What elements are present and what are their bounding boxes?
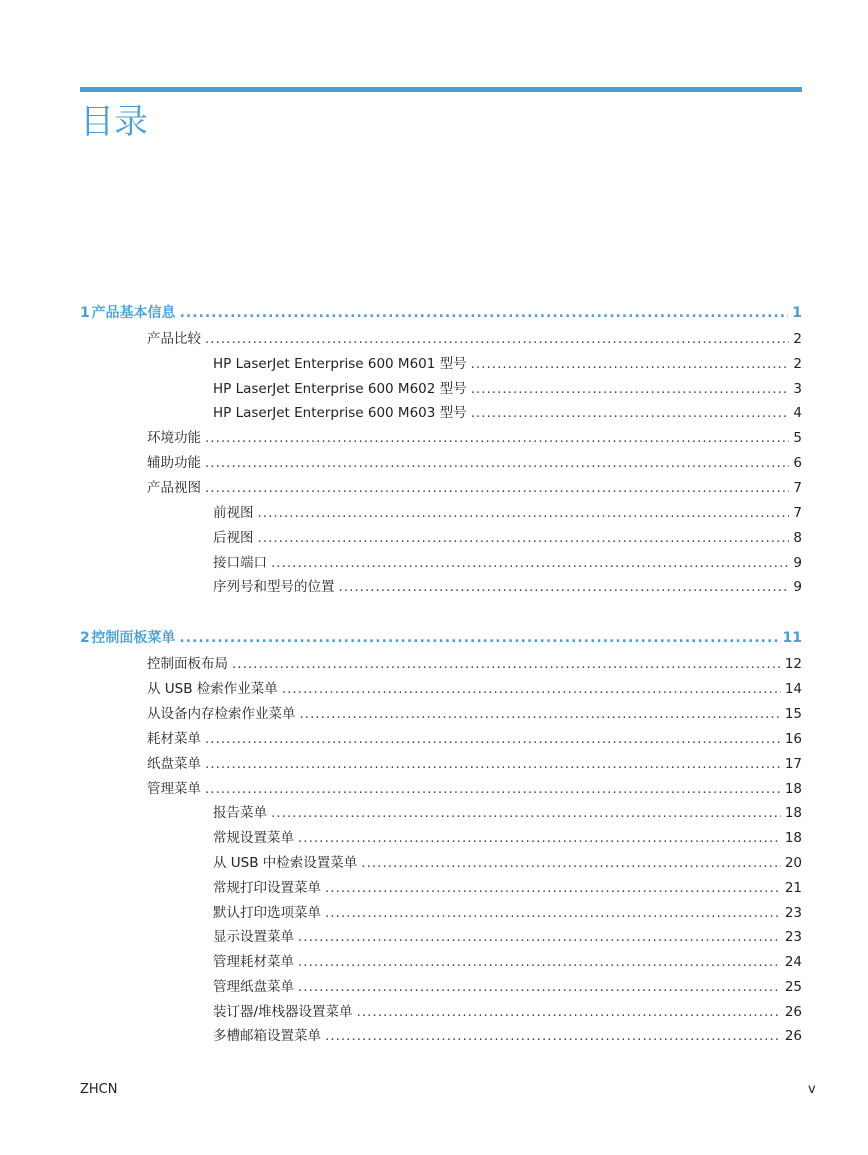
toc-entry[interactable] [147,479,802,497]
toc-dot-leader [205,730,781,748]
toc-dot-leader [205,429,789,447]
toc-page-number: 6 [793,455,802,471]
toc-dot-leader [471,380,790,398]
toc-entry-label: 产品视图 [147,480,201,496]
toc-page-number: 17 [784,756,802,772]
toc-page-number: 16 [784,731,802,747]
toc-entry-label: 显示设置菜单 [213,929,294,945]
toc-entry-label: 纸盘菜单 [147,756,201,772]
toc-dot-leader [300,705,781,723]
toc-page-number: 23 [784,929,802,945]
toc-page-number: 4 [793,405,802,421]
toc-dot-leader [205,330,789,348]
toc-dot-leader [298,928,781,946]
toc-dot-leader [180,304,789,322]
toc-entry[interactable] [213,1003,802,1021]
toc-page-number: 11 [782,630,802,646]
toc-entry[interactable] [147,755,802,773]
toc-entry-label: 装订器/堆栈器设置菜单 [213,1004,353,1020]
toc-page-number: 26 [784,1004,802,1020]
toc-entry[interactable] [213,504,802,522]
toc-entry[interactable] [147,330,802,348]
toc-page-number: 14 [784,681,802,697]
toc-entry-label: HP LaserJet Enterprise 600 M603 型号 [213,405,467,421]
toc-chapter-entry[interactable] [80,629,802,647]
toc-page-number: 5 [793,430,802,446]
toc-dot-leader [361,854,781,872]
toc-page-number: 7 [793,480,802,496]
toc-dot-leader [298,829,781,847]
toc-dot-leader [298,953,781,971]
toc-dot-leader [339,578,790,596]
toc-page-number: 9 [793,579,802,595]
toc-entry[interactable] [213,554,802,572]
toc-page-number: 21 [784,880,802,896]
toc-entry[interactable] [213,804,802,822]
toc-dot-leader [232,655,781,673]
toc-dot-leader [325,879,781,897]
toc-entry-label: 从设备内存检索作业菜单 [147,706,296,722]
toc-page-number: 3 [793,381,802,397]
toc-entry[interactable] [147,655,802,673]
toc-entry[interactable] [213,529,802,547]
toc-entry[interactable] [213,953,802,971]
toc-entry-label: 管理纸盘菜单 [213,979,294,995]
toc-entry-label: 从 USB 中检索设置菜单 [213,855,358,871]
toc-entry-label: 报告菜单 [213,805,267,821]
page-title: 目录 [80,102,148,142]
toc-dot-leader [205,780,781,798]
toc-chapter-entry[interactable] [80,304,802,322]
toc-page-number: 18 [784,830,802,846]
toc-dot-leader [325,1027,781,1045]
toc-entry[interactable] [213,829,802,847]
toc-dot-leader [471,355,790,373]
toc-entry[interactable] [213,879,802,897]
toc-entry-label: HP LaserJet Enterprise 600 M602 型号 [213,381,467,397]
footer-locale: ZHCN [80,1082,118,1097]
toc-dot-leader [471,404,790,422]
toc-dot-leader [271,554,789,572]
toc-page-number: 24 [784,954,802,970]
toc-entry-label: 前视图 [213,505,254,521]
toc-entry[interactable] [213,404,802,422]
toc-page-number: 7 [793,505,802,521]
toc-dot-leader [205,454,789,472]
toc-entry[interactable] [147,730,802,748]
toc-page-number: 2 [793,331,802,347]
toc-entry[interactable] [213,928,802,946]
toc-dot-leader [298,978,781,996]
toc-entry[interactable] [213,355,802,373]
toc-entry-label: 耗材菜单 [147,731,201,747]
toc-entry-label: 序列号和型号的位置 [213,579,335,595]
toc-entry-label: HP LaserJet Enterprise 600 M601 型号 [213,356,467,372]
toc-entry-label: 后视图 [213,530,254,546]
toc-entry-label: 管理耗材菜单 [213,954,294,970]
toc-page-number: 23 [784,905,802,921]
toc-page-number: 12 [784,656,802,672]
toc-entry[interactable] [147,680,802,698]
toc-entry[interactable] [213,380,802,398]
toc-dot-leader [179,629,778,647]
toc-page-number: 18 [784,805,802,821]
toc-entry-label: 产品比较 [147,331,201,347]
toc-entry[interactable] [213,978,802,996]
toc-entry-label: 接口端口 [213,555,267,571]
toc-dot-leader [357,1003,781,1021]
toc-page-number: 20 [784,855,802,871]
toc-dot-leader [258,504,790,522]
toc-entry-label: 环境功能 [147,430,201,446]
toc-dot-leader [205,479,789,497]
toc-chapter-number: 2 [80,630,90,646]
toc-entry-label: 控制面板布局 [147,656,228,672]
toc-entry-label: 控制面板菜单 [91,630,176,646]
toc-dot-leader [271,804,781,822]
toc-chapter-number: 1 [80,305,90,321]
toc-page-number: 2 [793,356,802,372]
footer-page-number: v [808,1082,816,1097]
toc-entry[interactable] [213,854,802,872]
toc-page-number: 18 [784,781,802,797]
toc-entry[interactable] [147,705,802,723]
toc-entry[interactable] [213,578,802,596]
toc-entry-label: 辅助功能 [147,455,201,471]
toc-entry[interactable] [213,1027,802,1045]
toc-dot-leader [282,680,781,698]
toc-entry-label: 默认打印选项菜单 [213,905,321,921]
toc-entry[interactable] [147,454,802,472]
toc-entry-label: 常规打印设置菜单 [213,880,321,896]
toc-entry[interactable] [213,904,802,922]
toc-entry-label: 常规设置菜单 [213,830,294,846]
toc-dot-leader [205,755,781,773]
toc-dot-leader [325,904,781,922]
toc-entry[interactable] [147,429,802,447]
toc-entry-label: 管理菜单 [147,781,201,797]
toc-page-number: 9 [793,555,802,571]
toc-entry-label: 产品基本信息 [91,305,176,321]
toc-page-number: 26 [784,1028,802,1044]
toc-page-number: 8 [793,530,802,546]
toc-page-number: 1 [792,305,802,321]
toc-page-number: 25 [784,979,802,995]
toc-entry-label: 从 USB 检索作业菜单 [147,681,278,697]
toc-entry[interactable] [147,780,802,798]
toc-entry-label: 多槽邮箱设置菜单 [213,1028,321,1044]
toc-page-number: 15 [784,706,802,722]
toc-dot-leader [258,529,790,547]
